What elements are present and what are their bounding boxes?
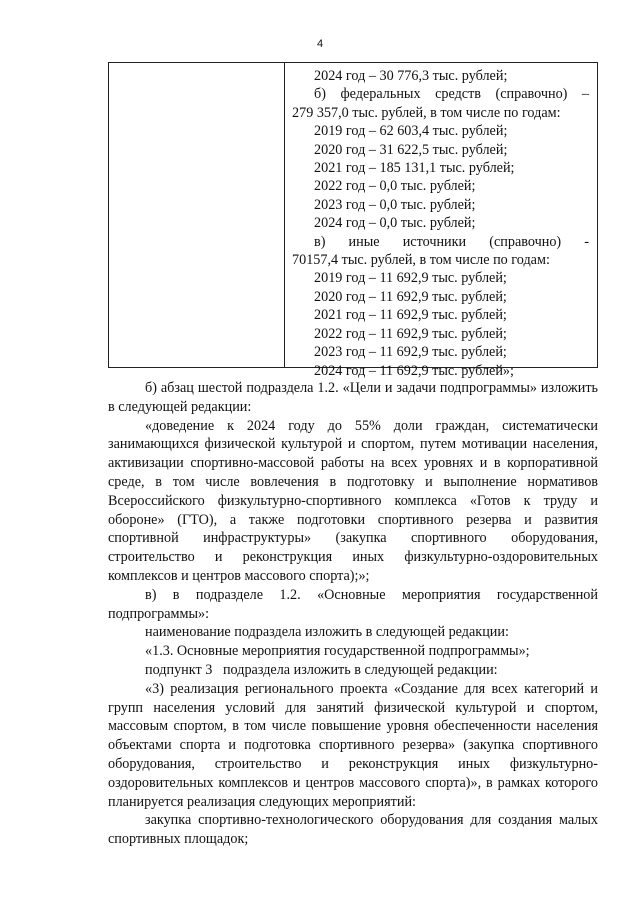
table-line: в) иные источники (справочно) - <box>314 233 589 250</box>
table-line: 2024 год – 0,0 тыс. рублей; <box>314 215 476 232</box>
table-line: 2024 год – 30 776,3 тыс. рублей; <box>314 68 508 84</box>
table-line: 2021 год – 185 131,1 тыс. рублей; <box>314 160 515 177</box>
page-number: 4 <box>316 38 324 50</box>
column-divider <box>284 63 285 367</box>
table-line: 2020 год – 11 692,9 тыс. рублей; <box>314 288 507 305</box>
paragraph: наименование подраздела изложить в следующей редакции: <box>145 624 509 641</box>
table-line: 2023 год – 0,0 тыс. рублей; <box>314 196 476 213</box>
table-line: 2019 год – 11 692,9 тыс. рублей; <box>314 270 507 287</box>
table-line: 2023 год – 11 692,9 тыс. рублей; <box>314 344 507 361</box>
table-line: 2021 год – 11 692,9 тыс. рублей; <box>314 307 507 324</box>
paragraph: закупка спортивно-технологического оборудования для создания малых спортивных площадок; <box>108 812 598 848</box>
table-line: 2024 год – 11 692,9 тыс. рублей»; <box>314 362 514 379</box>
table-line: 70157,4 тыс. рублей, в том числе по годам: <box>292 252 550 269</box>
table-line: 2022 год – 0,0 тыс. рублей; <box>314 178 476 195</box>
paragraph: б) абзац шестой подраздела 1.2. «Цели и задачи подпрограммы» изложить в следующей редакции: <box>108 380 598 415</box>
table-line: 2019 год – 62 603,4 тыс. рублей; <box>314 123 508 140</box>
table-line: 279 357,0 тыс. рублей, в том числе по годам: <box>292 104 561 121</box>
paragraph: «3) реализация регионального проекта «Создание для всех категорий и групп населения условий для занятий физической культурой и спортом, массовым спортом, в том числе повышение уровня обеспеченности населения объектами спорта и подготовка спортивного резерва» (закупка спортивного оборудования, строительство и реконструкция иных физкультурно-оздоровительных комплексов и центров массового спорта)», в рамках которого планируется реализация следующих мероприятий: <box>108 680 598 810</box>
passport-table <box>108 62 598 379</box>
table-line: 2022 год – 11 692,9 тыс. рублей; <box>314 325 507 342</box>
paragraph: в) в подразделе 1.2. «Основные мероприятия государственной подпрограммы»: <box>108 586 598 622</box>
paragraph: «доведение к 2024 году до 55% доли граждан, систематически занимающихся физической культурой и спортом, путем мотивации населения, активизации спортивно-массовой работы на всех уровнях и в корпоративной среде, в том числе вовлечения в подготовку и выполнение нормативов Всероссийского физкультурно-спортивного комплекса «Готов к труду и обороне» (ГТО), а также подготовки спортивного резерва и развития спортивной инфраструктуры» (закупка спортивного оборудования, строительство и реконструкция иных физкультурно-оздоровительных комплексов и центров массового спорта);»; <box>108 417 598 584</box>
table-line: б) федеральных средств (справочно) – <box>314 86 589 103</box>
document-body <box>108 379 598 849</box>
table-cell-funding <box>292 67 589 380</box>
paragraph: подпункт 3 подраздела изложить в следующей редакции: <box>145 661 498 678</box>
paragraph: «1.3. Основные мероприятия государственной подпрограммы»; <box>145 643 530 660</box>
table-line: 2020 год – 31 622,5 тыс. рублей; <box>314 141 508 158</box>
